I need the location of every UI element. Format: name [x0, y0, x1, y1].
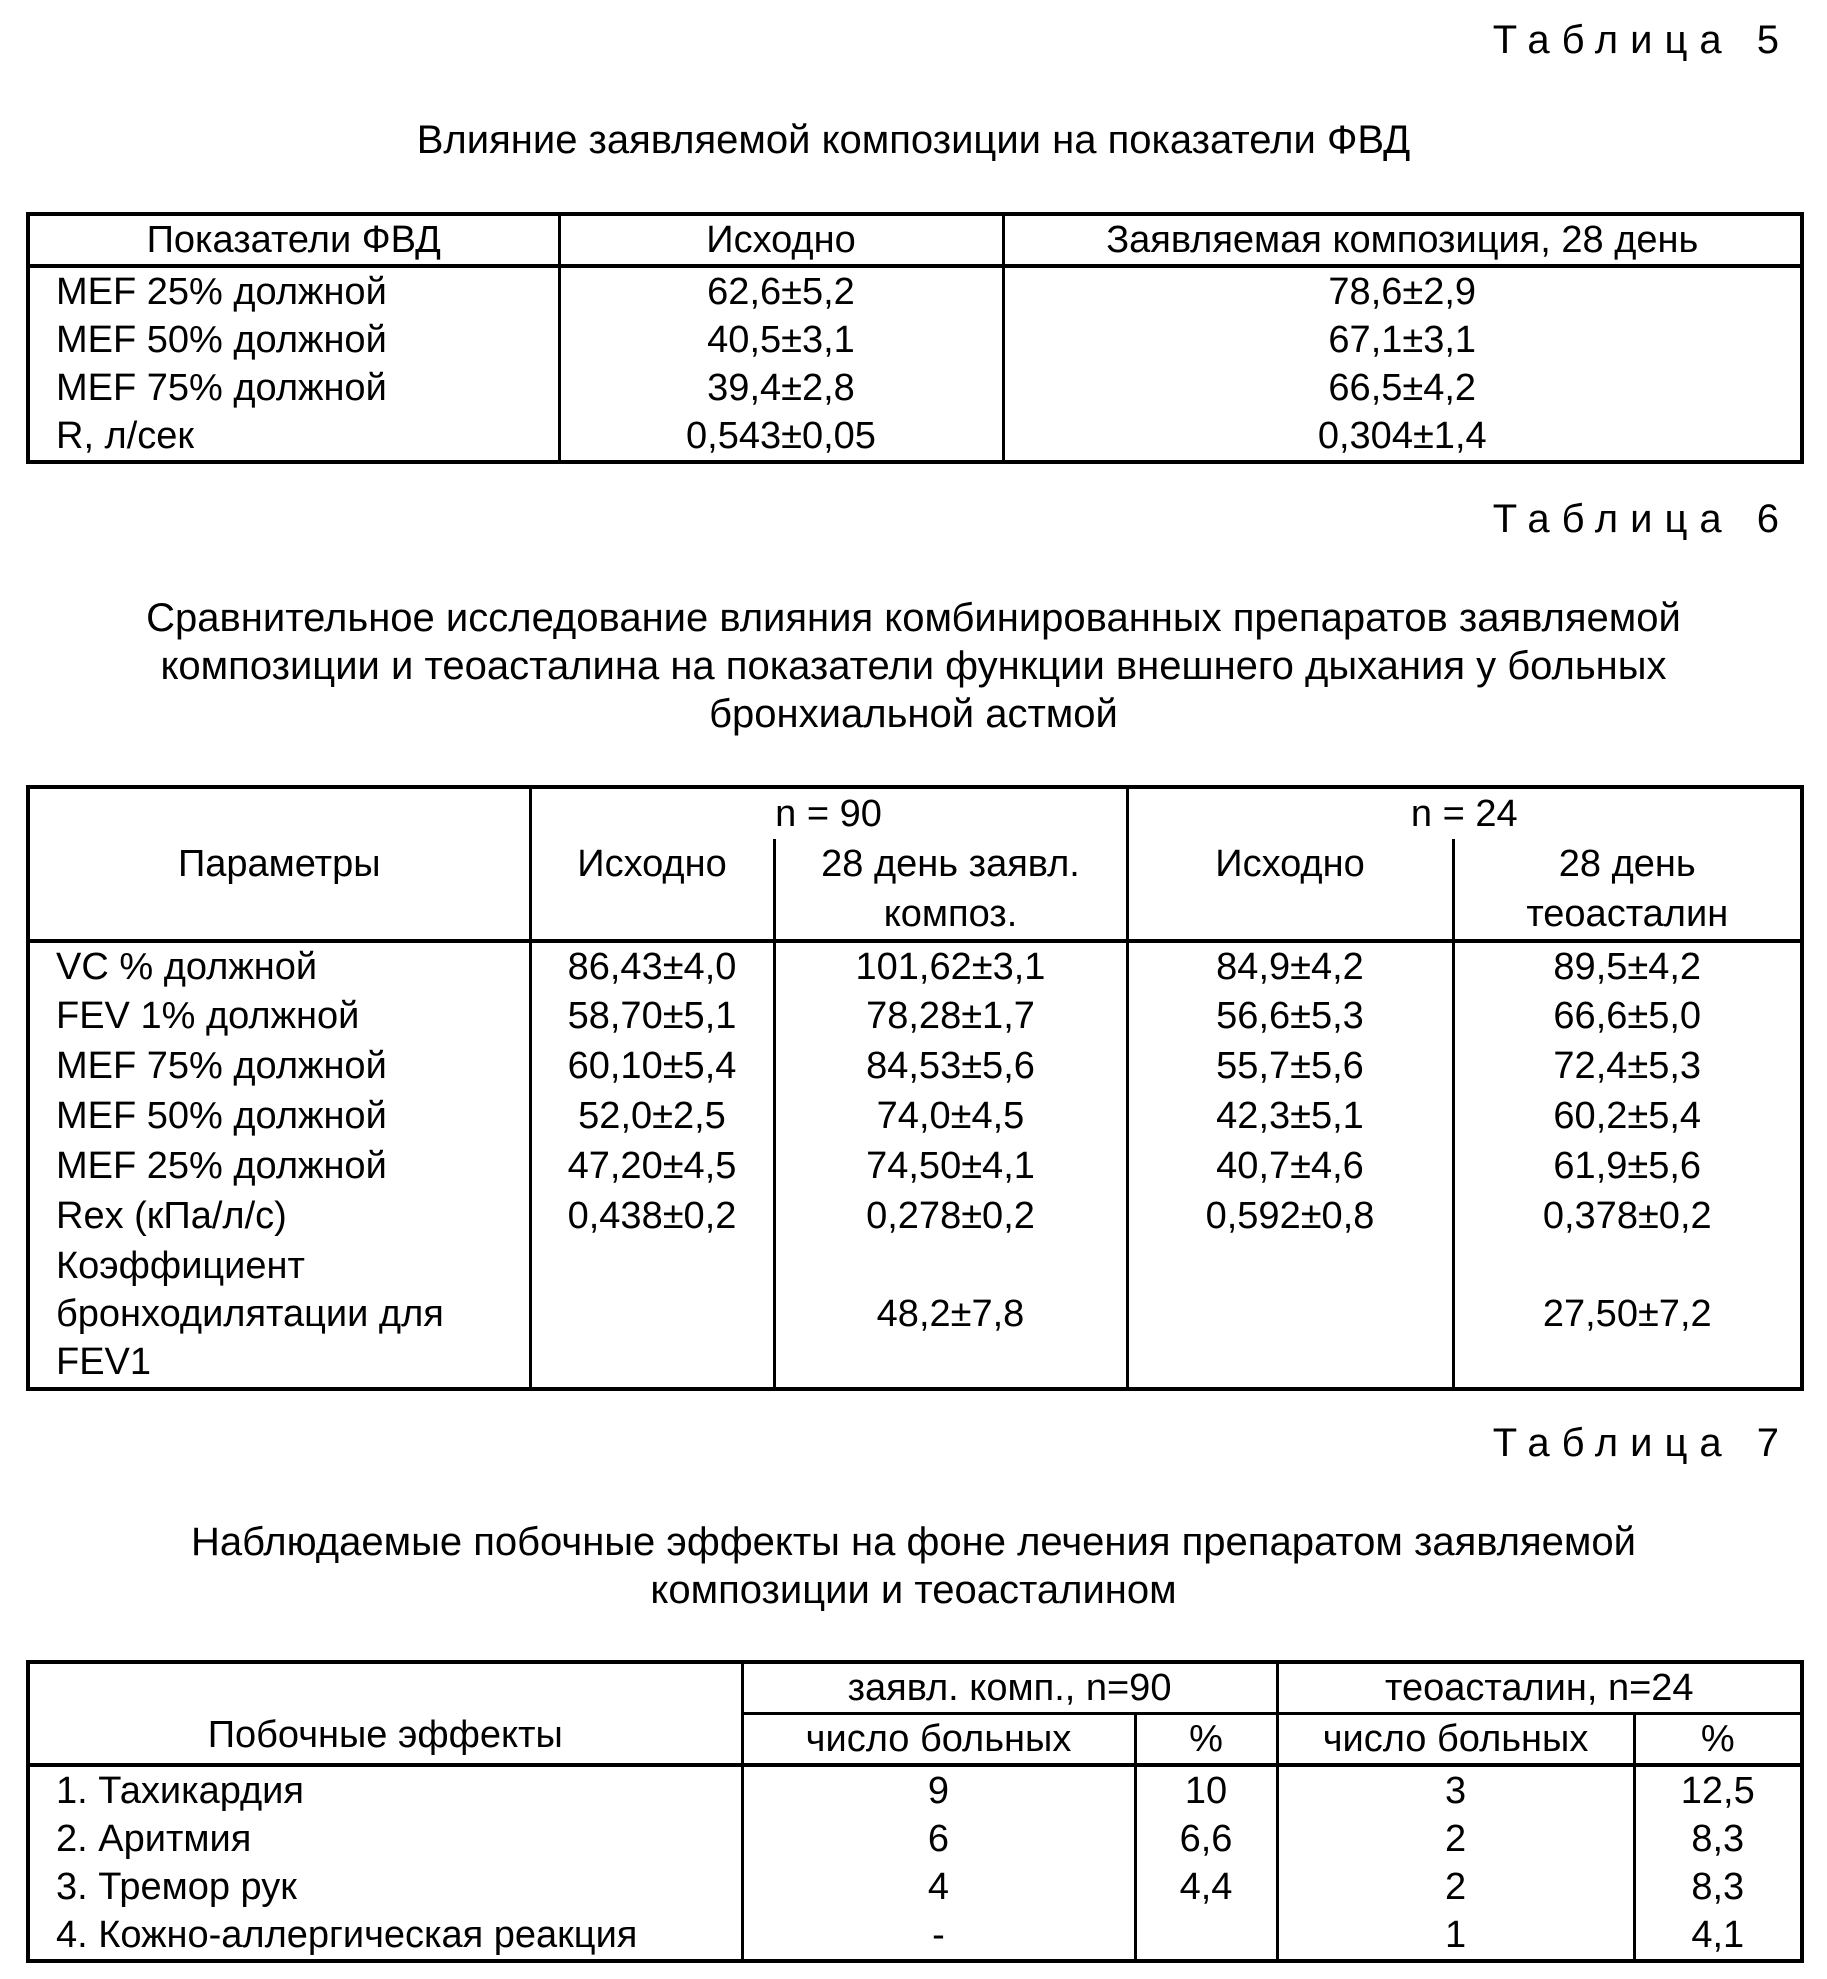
row-label-cell: FEV 1% должной: [56, 995, 360, 1037]
value-cell: 0,543±0,05: [559, 412, 1003, 462]
value-cell: 47,20±4,5: [530, 1141, 774, 1191]
table-row: [28, 1765, 1802, 1815]
value-cell: 39,4±2,8: [559, 364, 1003, 412]
header-group-cell: n = 24: [1127, 787, 1802, 839]
caption-table-5: Таблица 5: [1492, 18, 1791, 62]
table-row: [28, 1911, 1802, 1961]
table-row: [28, 266, 1802, 316]
header-cell: Исходно: [559, 214, 1003, 266]
value-cell: 66,5±4,2: [1003, 364, 1802, 412]
table6-body: [28, 941, 1802, 1389]
value-cell: 3: [1277, 1765, 1634, 1815]
value-cell: 78,28±1,7: [774, 991, 1127, 1041]
caption-table-6: Таблица 6: [1492, 497, 1791, 541]
table-row: [28, 1662, 1802, 1714]
row-label-cell: MEF 50% должной: [56, 1095, 387, 1137]
table5-body: [28, 266, 1802, 462]
header-cell: Показатели ФВД: [146, 219, 441, 261]
value-cell: 61,9±5,6: [1453, 1141, 1802, 1191]
header-group-cell: заявл. комп., n=90: [742, 1662, 1277, 1714]
table5-title: Влияние заявляемой композиции на показатели ФВД: [416, 118, 1411, 162]
value-cell: 55,7±5,6: [1127, 1041, 1453, 1091]
value-cell: 1: [1277, 1911, 1634, 1961]
table-row: [28, 787, 1802, 839]
value-cell: 101,62±3,1: [774, 941, 1127, 991]
value-cell: 74,50±4,1: [774, 1141, 1127, 1191]
row-label-cell: Коэффициент бронходилятации для FEV1: [56, 1245, 444, 1383]
header-cell: Параметры: [177, 843, 381, 885]
row-label-cell: 3. Тремор рук: [56, 1866, 297, 1908]
value-cell: 72,4±5,3: [1453, 1041, 1802, 1091]
value-cell: 89,5±4,2: [1453, 941, 1802, 991]
value-cell: 60,10±5,4: [530, 1041, 774, 1091]
value-cell: 6,6: [1135, 1815, 1277, 1863]
value-cell: 2: [1277, 1863, 1634, 1911]
row-label-cell: Rex (кПа/л/с): [56, 1195, 287, 1237]
row-label-cell: MEF 75% должной: [56, 1045, 387, 1087]
value-cell: 4,1: [1634, 1911, 1802, 1961]
value-cell: 27,50±7,2: [1453, 1241, 1802, 1389]
header-cell: Исходно: [530, 839, 774, 941]
value-cell: 40,7±4,6: [1127, 1141, 1453, 1191]
value-cell: 86,43±4,0: [530, 941, 774, 991]
table-side-effects: [26, 1660, 1804, 1963]
table5-header: [28, 214, 1802, 266]
header-cell: число больных: [1277, 1714, 1634, 1766]
table-row: [28, 1815, 1802, 1863]
table-row: [28, 1091, 1802, 1141]
row-label-cell: MEF 75% должной: [56, 367, 387, 409]
value-cell: 4,4: [1135, 1863, 1277, 1911]
value-cell: 0,304±1,4: [1003, 412, 1802, 462]
value-cell: 52,0±2,5: [530, 1091, 774, 1141]
row-label-cell: MEF 25% должной: [56, 1145, 387, 1187]
value-cell: 58,70±5,1: [530, 991, 774, 1041]
row-label-cell: MEF 50% должной: [56, 319, 387, 361]
table-row: [28, 941, 1802, 991]
table7-title-line: Наблюдаемые побочные эффекты на фоне лечения препаратом заявляемой: [191, 1520, 1636, 1564]
caption-table-7: Таблица 7: [1492, 1421, 1791, 1465]
row-label-cell: 1. Тахикардия: [28, 1765, 742, 1815]
value-cell: -: [742, 1911, 1135, 1961]
header-cell: число больных: [742, 1714, 1135, 1766]
table-row: [28, 1041, 1802, 1091]
header-cell: 28 день: [1453, 839, 1802, 889]
value-cell: 62,6±5,2: [559, 266, 1003, 316]
table-row: [28, 364, 1802, 412]
value-cell: 67,1±3,1: [1003, 316, 1802, 364]
value-cell: 48,2±7,8: [774, 1241, 1127, 1389]
value-cell: 9: [742, 1765, 1135, 1815]
header-cell: Исходно: [1127, 839, 1453, 941]
table6-title-line: композиции и теоасталина на показатели функции внешнего дыхания у больных: [160, 644, 1667, 688]
header-cell: Побочные эффекты: [207, 1714, 563, 1756]
table7-title: [0, 1518, 1827, 1614]
value-cell: 40,5±3,1: [559, 316, 1003, 364]
value-cell: 0,378±0,2: [1453, 1191, 1802, 1241]
row-label-cell: MEF 25% должной: [28, 266, 559, 316]
table-row: [28, 214, 1802, 266]
table-row: [28, 412, 1802, 462]
table-row: [28, 991, 1802, 1041]
value-cell: 66,6±5,0: [1453, 991, 1802, 1041]
header-cell: %: [1634, 1714, 1802, 1766]
header-cell: композ.: [774, 889, 1127, 941]
value-cell: 2: [1277, 1815, 1634, 1863]
value-cell: 8,3: [1634, 1863, 1802, 1911]
row-label-cell: 4. Кожно-аллергическая реакция: [56, 1914, 638, 1956]
table-row: [28, 1241, 1802, 1389]
value-cell: 0,592±0,8: [1127, 1191, 1453, 1241]
value-cell: 60,2±5,4: [1453, 1091, 1802, 1141]
value-cell: 56,6±5,3: [1127, 991, 1453, 1041]
header-cell: %: [1135, 1714, 1277, 1766]
value-cell: 6: [742, 1815, 1135, 1863]
row-label-cell: VC % должной: [28, 941, 530, 991]
header-cell: теоасталин: [1453, 889, 1802, 941]
value-cell: 12,5: [1634, 1765, 1802, 1815]
table6-title: [0, 594, 1827, 738]
table7-body: [28, 1765, 1802, 1961]
value-cell: 8,3: [1634, 1815, 1802, 1863]
table-comparative-study: [26, 785, 1804, 1391]
table7-header: [28, 1662, 1802, 1765]
row-label-cell: 2. Аритмия: [56, 1818, 252, 1860]
header-cell: 28 день заявл.: [774, 839, 1127, 889]
table-row: [28, 1141, 1802, 1191]
table6-title-line: бронхиальной астмой: [709, 692, 1118, 736]
header-group-cell: n = 90: [530, 787, 1127, 839]
table-row: [28, 316, 1802, 364]
table-row: [28, 1863, 1802, 1911]
value-cell: 84,53±5,6: [774, 1041, 1127, 1091]
header-cell: Заявляемая композиция, 28 день: [1003, 214, 1802, 266]
table6-title-line: Сравнительное исследование влияния комбинированных препаратов заявляемой: [146, 596, 1681, 640]
table-fvd-indicators: [26, 212, 1804, 464]
empty-cell: [1127, 1241, 1453, 1389]
row-label-cell: R, л/сек: [56, 415, 195, 457]
value-cell: 10: [1135, 1765, 1277, 1815]
table6-header: [28, 787, 1802, 941]
value-cell: 74,0±4,5: [774, 1091, 1127, 1141]
table-row: [28, 1191, 1802, 1241]
value-cell: 4: [742, 1863, 1135, 1911]
value-cell: 0,438±0,2: [530, 1191, 774, 1241]
value-cell: 78,6±2,9: [1003, 266, 1802, 316]
empty-cell: [1135, 1911, 1277, 1961]
header-group-cell: теоасталин, n=24: [1277, 1662, 1802, 1714]
value-cell: 42,3±5,1: [1127, 1091, 1453, 1141]
value-cell: 0,278±0,2: [774, 1191, 1127, 1241]
table7-title-line: композиции и теоасталином: [650, 1568, 1177, 1612]
value-cell: 84,9±4,2: [1127, 941, 1453, 991]
empty-cell: [530, 1241, 774, 1389]
